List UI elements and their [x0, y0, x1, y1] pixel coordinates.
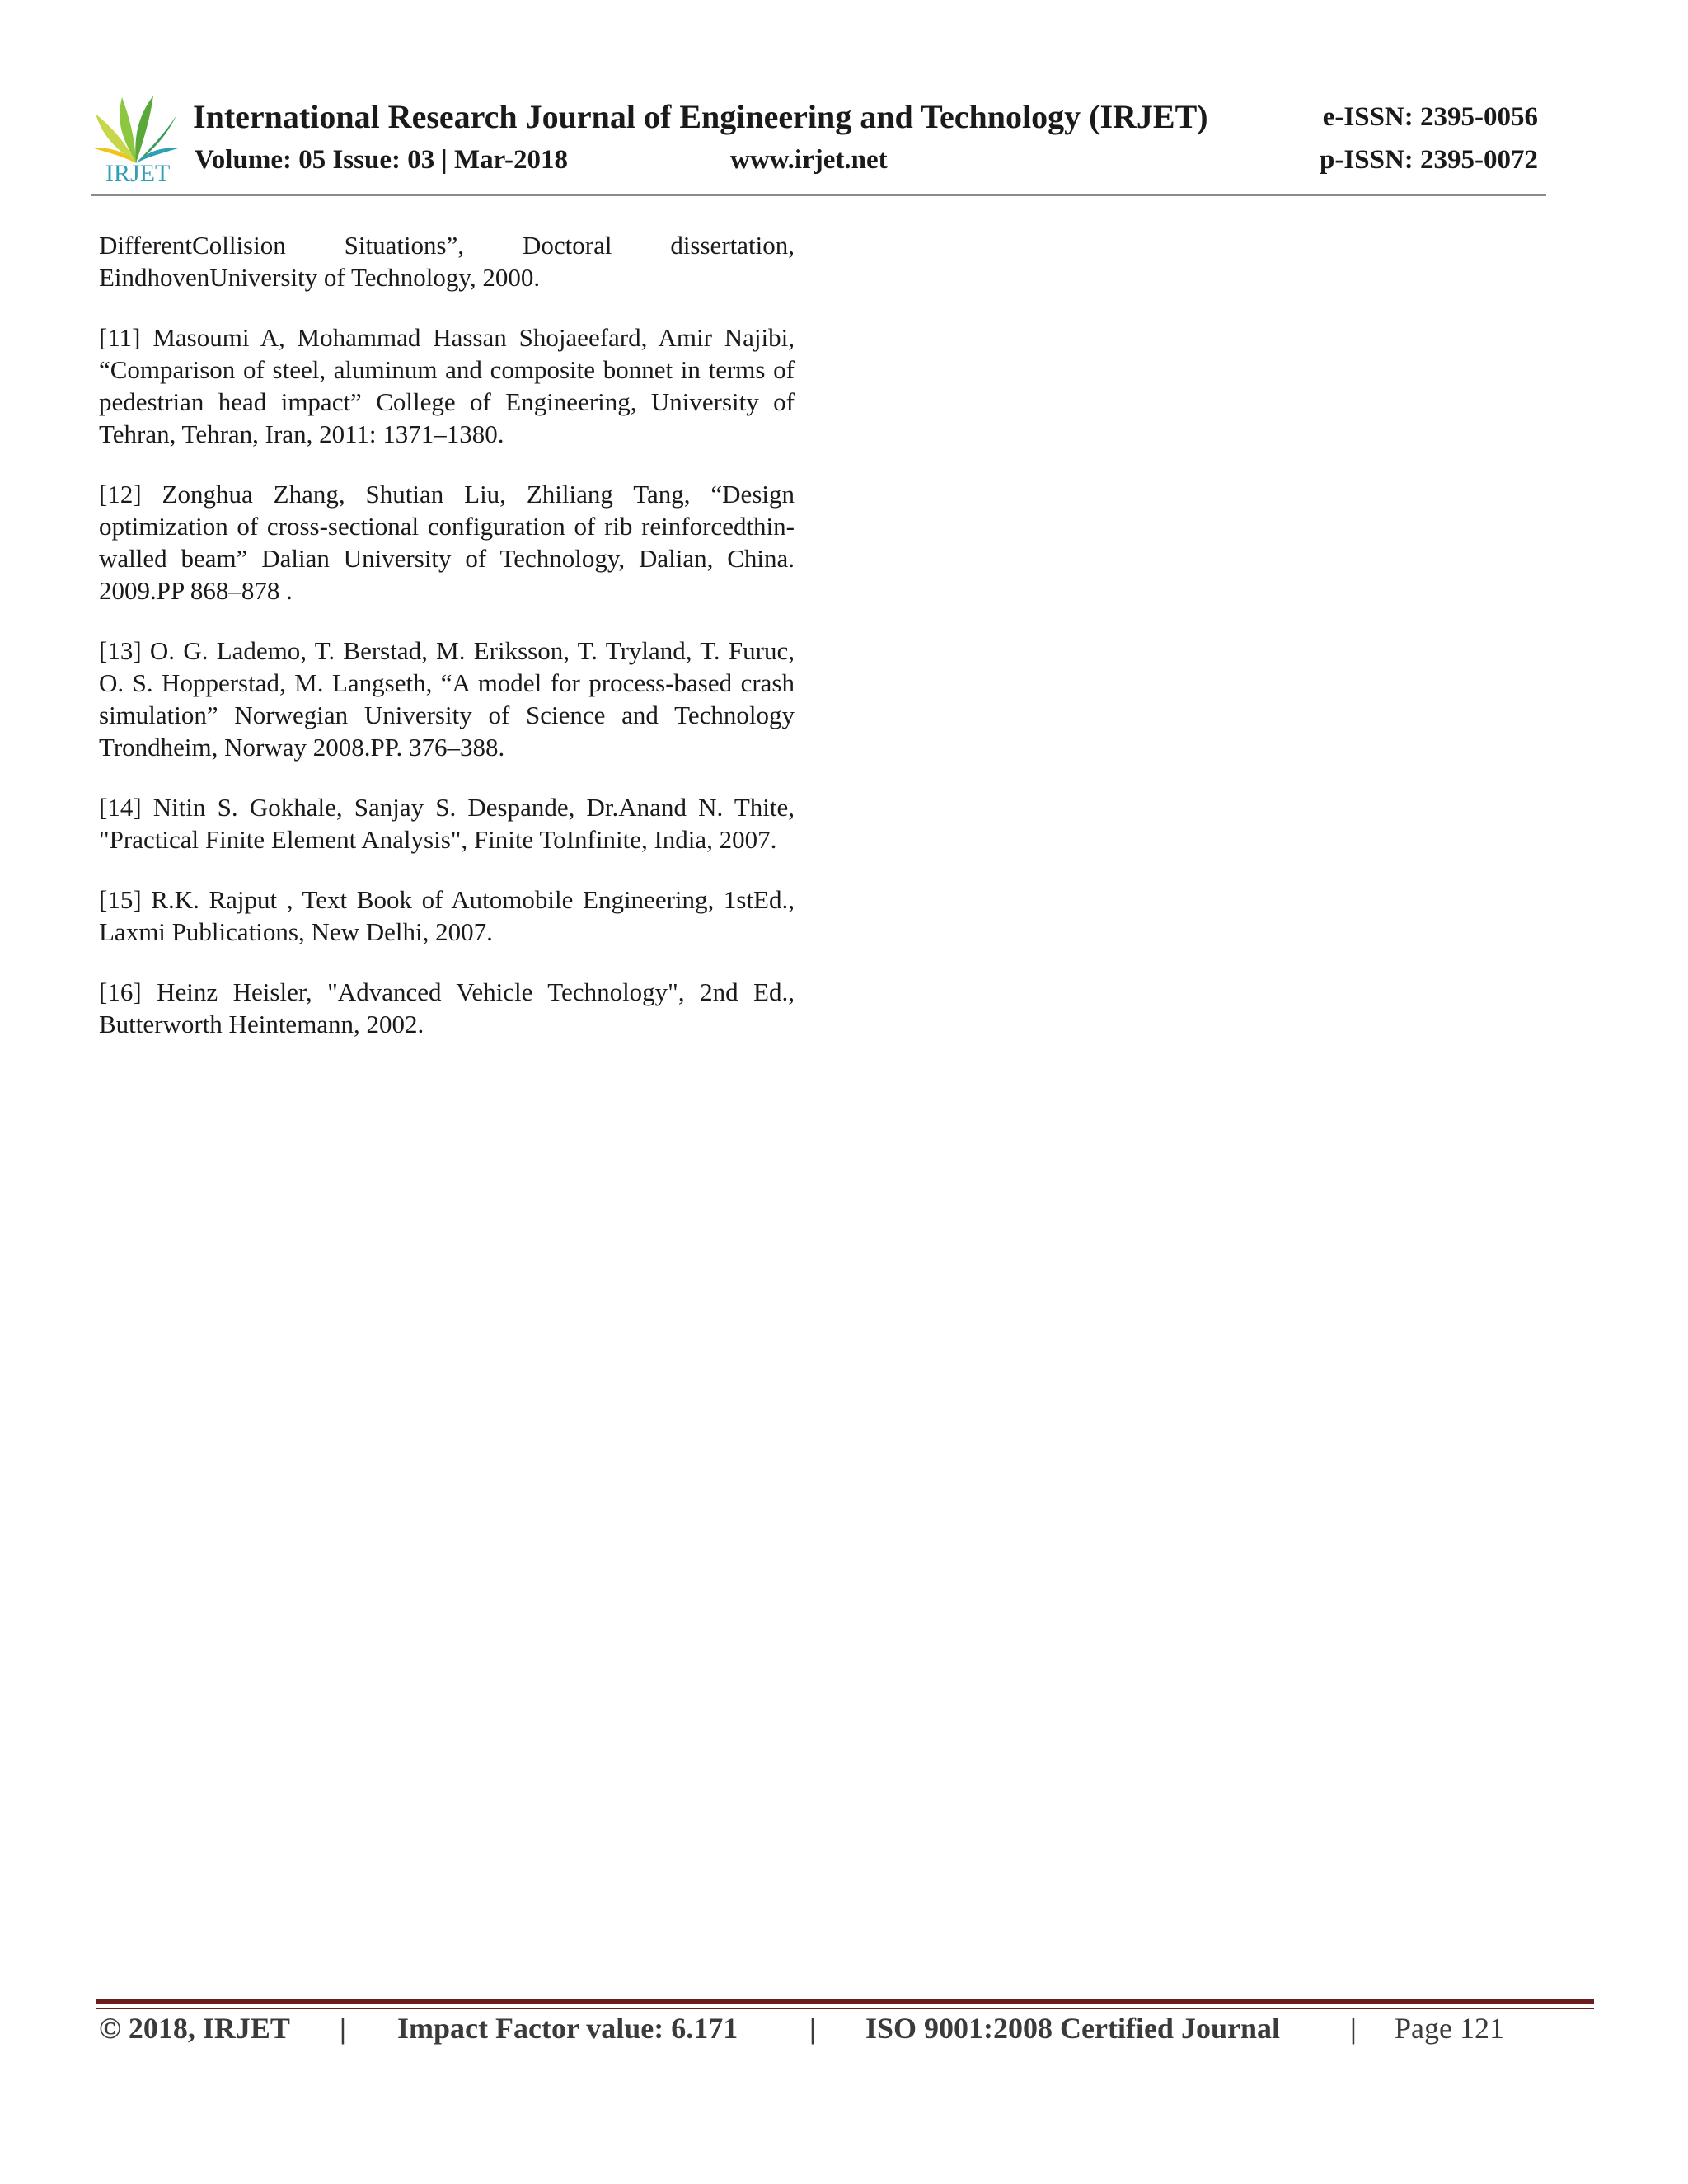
reference-entry: [15] R.K. Rajput , Text Book of Automobile Engineering, 1stEd., Laxmi Publications, New Delhi, 2007. — [99, 885, 795, 946]
footer-impact-factor: Impact Factor value: 6.171 — [397, 2012, 738, 2045]
reference-entry: [12] Zonghua Zhang, Shutian Liu, Zhiliang Tang, “Design optimization of cross-sectional configuration of rib reinforcedthin-walled beam” Dalian University of Technology, Dalian, China. 2009.PP 868–878 . — [99, 480, 795, 605]
eissn: e-ISSN: 2395-0056 — [1322, 102, 1538, 132]
footer-divider-thick — [96, 1999, 1594, 2004]
leaf-logo-icon — [91, 91, 181, 165]
footer-copyright: © 2018, IRJET — [99, 2012, 290, 2045]
pissn: p-ISSN: 2395-0072 — [1320, 145, 1538, 175]
reference-entry: [11] Masoumi A, Mohammad Hassan Shojaeefard, Amir Najibi, “Comparison of steel, aluminum and composite bonnet in terms of pedestrian head impact” College of Engineering, University of Tehran, Tehran, Iran, 2011: 1371–1380. — [99, 323, 795, 448]
page-header — [91, 91, 1550, 198]
reference-entry: [16] Heinz Heisler, "Advanced Vehicle Technology", 2nd Ed., Butterworth Heintemann, 2002. — [99, 977, 795, 1038]
footer-separator: | — [809, 2012, 816, 2045]
footer-separator: | — [1350, 2012, 1357, 2045]
footer-iso-certification: ISO 9001:2008 Certified Journal — [865, 2012, 1280, 2045]
volume-issue: Volume: 05 Issue: 03 | Mar-2018 — [195, 145, 569, 175]
journal-title: International Research Journal of Engineering and Technology (IRJET) — [193, 98, 1208, 135]
footer-divider-thin — [96, 2008, 1594, 2009]
footer-separator: | — [340, 2012, 346, 2045]
journal-website: www.irjet.net — [730, 145, 888, 175]
references-column — [99, 229, 795, 1068]
reference-entry: DifferentCollision Situations”, Doctoral dissertation, EindhovenUniversity of Technology, 2000. — [99, 231, 795, 292]
reference-entry: [14] Nitin S. Gokhale, Sanjay S. Despande, Dr.Anand N. Thite, "Practical Finite Element Analysis", Finite ToInfinite, India, 2007. — [99, 793, 795, 854]
irjet-logo — [91, 91, 181, 185]
logo-text: IRJET — [106, 160, 171, 187]
footer-page-number: Page 121 — [1395, 2012, 1504, 2045]
reference-entry: [13] O. G. Lademo, T. Berstad, M. Eriksson, T. Tryland, T. Furuc, O. S. Hopperstad, M. Langseth, “A model for process-based crash simulation” Norwegian University of Science and Technology Trondheim, Norway 2008.PP. 376–388. — [99, 636, 795, 762]
header-divider — [91, 194, 1546, 196]
page-footer — [99, 2011, 1582, 2052]
